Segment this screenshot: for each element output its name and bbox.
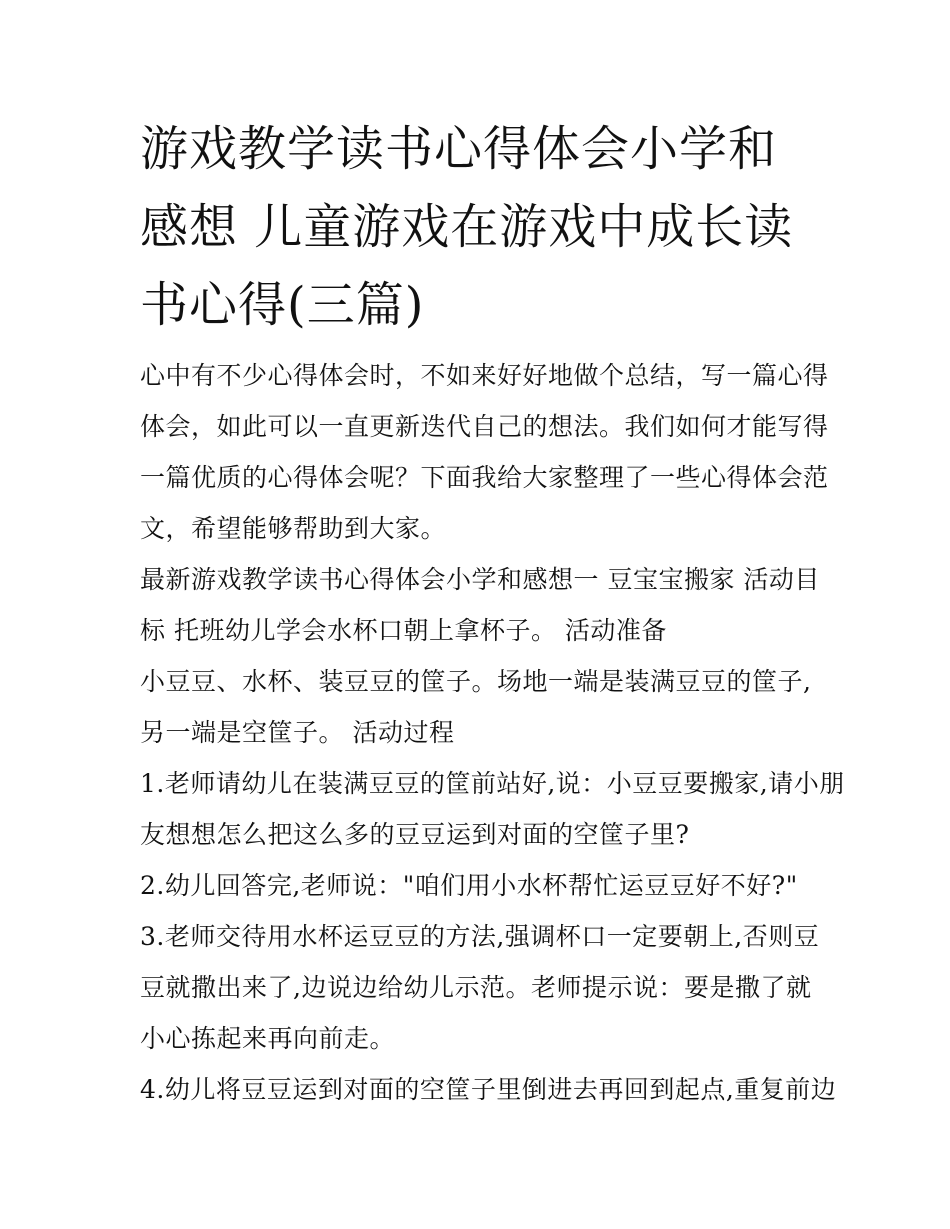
activity-prep-paragraph <box>140 656 820 758</box>
step-1-paragraph <box>140 758 845 860</box>
text-line: 文，希望能够帮助到大家。 <box>140 514 447 543</box>
text-line: 4.幼儿将豆豆运到对面的空筐子里倒进去再回到起点,重复前边 <box>140 1075 837 1104</box>
text-line: 友想想怎么把这么多的豆豆运到对面的空筐子里? <box>140 820 690 849</box>
step-3-paragraph <box>140 911 820 1064</box>
text-line: 3.老师交待用水杯运豆豆的方法,强调杯口一定要朝上,否则豆 <box>140 922 820 951</box>
text-line: 豆就撒出来了,边说边给幼儿示范。老师提示说：要是撒了就 <box>140 973 812 1002</box>
text-line: 心中有不少心得体会时，不如来好好地做个总结，写一篇心得 <box>140 361 829 390</box>
step-2-paragraph <box>140 860 820 911</box>
text-line: 一篇优质的心得体会呢？下面我给大家整理了一些心得体会范 <box>140 463 829 492</box>
text-line: 小豆豆、水杯、装豆豆的筐子。场地一端是装满豆豆的筐子, <box>140 667 812 696</box>
text-line: 标 托班幼儿学会水杯口朝上拿杯子。 活动准备 <box>140 616 667 645</box>
text-line: 另一端是空筐子。 活动过程 <box>140 718 455 747</box>
title-line: 感想 儿童游戏在游戏中成长读 <box>140 199 794 255</box>
document-title <box>140 110 820 344</box>
activity-goal-paragraph <box>140 554 820 656</box>
text-line: 最新游戏教学读书心得体会小学和感想一 豆宝宝搬家 活动目 <box>140 565 820 594</box>
text-line: 2.幼儿回答完,老师说："咱们用小水杯帮忙运豆豆好不好?" <box>140 871 798 900</box>
intro-paragraph <box>140 350 829 554</box>
text-line: 1.老师请幼儿在装满豆豆的筐前站好,说：小豆豆要搬家,请小朋 <box>140 769 845 798</box>
title-line: 书心得(三篇) <box>140 277 425 333</box>
step-4-paragraph <box>140 1064 837 1115</box>
document-page <box>140 110 845 1115</box>
title-line: 游戏教学读书心得体会小学和 <box>140 121 778 177</box>
text-line: 小心拣起来再向前走。 <box>140 1024 396 1053</box>
text-line: 体会，如此可以一直更新迭代自己的想法。我们如何才能写得 <box>140 412 829 441</box>
